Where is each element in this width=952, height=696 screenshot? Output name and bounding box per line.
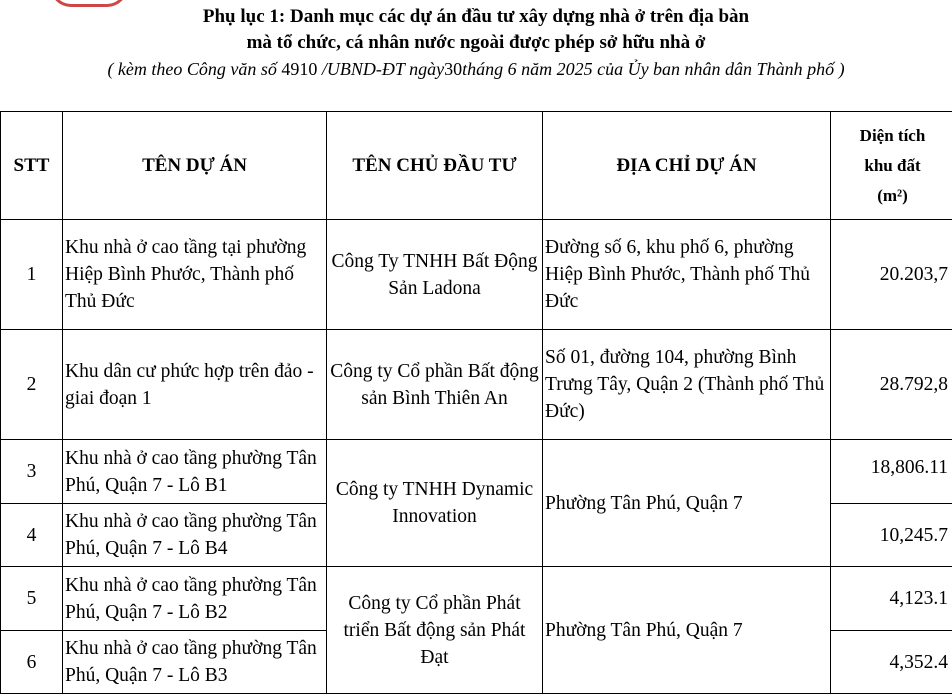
header-area-line-2: khu đất [864,155,921,175]
row-area: 10,245.7 [831,504,952,567]
header-project-name: TÊN DỰ ÁN [63,112,327,220]
doc-day: 30 [444,59,463,79]
table-row [1,330,952,440]
table-row [1,220,952,330]
subtitle-prefix: ( kèm theo Công văn số [107,59,282,79]
row-area: 18,806.11 [831,440,952,504]
row-stt: 4 [1,504,63,567]
row-area: 28.792,8 [831,330,952,440]
row-project-name: Khu nhà ở cao tầng phường Tân Phú, Quận 7 - Lô B3 [63,631,327,694]
group-address: Phường Tân Phú, Quận 7 [543,567,831,694]
group-investor: Công ty TNHH Dynamic Innovation [327,440,543,567]
row-address: Đường số 6, khu phố 6, phường Hiệp Bình Phước, Thành phố Thủ Đức [543,220,831,330]
row-project-name: Khu dân cư phức hợp trên đảo - giai đoạn 1 [63,330,327,440]
subtitle [0,56,952,82]
subtitle-suffix: tháng 6 năm 2025 của Ủy ban nhân dân Thành phố ) [462,59,845,79]
row-project-name: Khu nhà ở cao tầng phường Tân Phú, Quận 7 - Lô B1 [63,440,327,504]
group-investor: Công ty Cổ phần Phát triển Bất động sản Phát Đạt [327,567,543,694]
table-row [1,440,952,504]
header-address: ĐỊA CHỈ DỰ ÁN [543,112,831,220]
doc-number: 4910 [281,59,318,79]
row-stt: 5 [1,567,63,631]
row-investor: Công ty Cổ phần Bất động sản Bình Thiên An [327,330,543,440]
title-line-1: Phụ lục 1: Danh mục các dự án đầu tư xây dựng nhà ở trên địa bàn [202,6,750,27]
row-area: 20.203,7 [831,220,952,330]
row-stt: 6 [1,631,63,694]
project-table [0,111,952,694]
header-investor: TÊN CHỦ ĐẦU TƯ [327,112,543,220]
row-stt: 1 [1,220,63,330]
row-project-name: Khu nhà ở cao tầng phường Tân Phú, Quận 7 - Lô B4 [63,504,327,567]
table-row [1,567,952,631]
table-header-row [1,112,952,220]
header-area-line-3: (m²) [877,185,908,205]
group-address: Phường Tân Phú, Quận 7 [543,440,831,567]
row-project-name: Khu nhà ở cao tầng phường Tân Phú, Quận 7 - Lô B2 [63,567,327,631]
subtitle-mid: /UBND-ĐT ngày [317,59,445,79]
header-stt: STT [1,112,63,220]
header-area-line-1: Diện tích [859,125,926,145]
document-header [0,4,952,82]
header-area [831,112,952,220]
row-area: 4,123.1 [831,567,952,631]
row-address: Số 01, đường 104, phường Bình Trưng Tây, Quận 2 (Thành phố Thủ Đức) [543,330,831,440]
row-stt: 3 [1,440,63,504]
row-project-name: Khu nhà ở cao tầng tại phường Hiệp Bình Phước, Thành phố Thủ Đức [63,220,327,330]
title-line-2: mà tổ chức, cá nhân nước ngoài được phép sở hữu nhà ở [246,32,706,53]
row-stt: 2 [1,330,63,440]
row-investor: Công Ty TNHH Bất Động Sản Ladona [327,220,543,330]
row-area: 4,352.4 [831,631,952,694]
